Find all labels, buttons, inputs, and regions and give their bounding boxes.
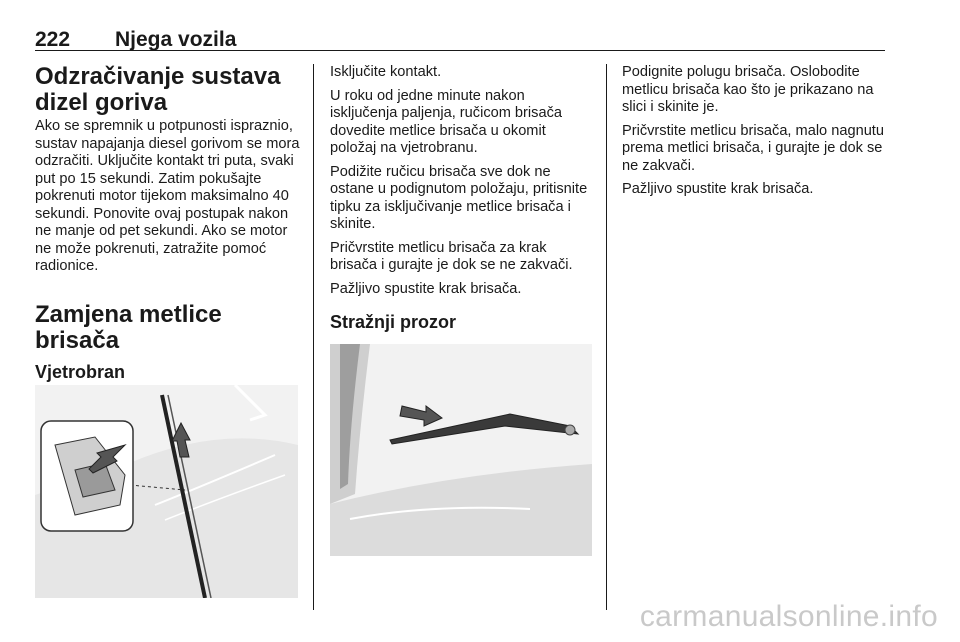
paragraph: Podignite polugu brisača. Oslobodite metlicu brisača kao što je prikazano na slici i skinite je. [622,64,874,115]
page-number: 222 [35,28,71,51]
windscreen-wiper-illustration [35,385,298,598]
paragraph: Pričvrstite metlicu brisača za krak brisača i gurajte je dok se ne zakvači. [330,239,573,273]
column-2 [330,64,592,343]
heading-diesel-bleeding: Odzračivanje sustava dizel goriva [35,63,281,116]
page-header [35,28,885,51]
rear-wiper-drawing [330,344,592,556]
paragraph: Pažljivo spustite krak brisača. [622,181,814,197]
windscreen-wiper-drawing [35,385,298,598]
column-3 [622,64,887,205]
subheading-rear-window: Stražnji prozor [330,312,457,332]
heading-wiper-replacement: Zamjena metlice brisača [35,300,222,354]
subheading-windscreen: Vjetrobran [35,361,126,382]
column-divider [606,64,607,610]
column-1 [35,64,300,383]
paragraph-diesel-bleeding: Ako se spremnik u potpunosti ispraznio, sustav napajanja diesel gorivom se mora odzračiti. Uključite kontakt tri puta, svaki put po 15 sekundi. Zatim pokušajte pokrenuti motor tijekom maksimalno 40 sekundi. Ponovite ovaj postupak nakon ne manje od pet sekundi. Ako se motor ne može pokrenuti, zatražite pomoć radionice. [35,118,300,274]
paragraph: Pažljivo spustite krak brisača. [330,280,522,297]
paragraph: Pričvrstite metlicu brisača, malo nagnutu prema metlici brisača, i gurajte je dok se ne zakvači. [622,122,884,174]
column-divider [313,64,314,610]
paragraph: Podižite ručicu brisača sve dok ne ostane u podignutom položaju, pritisnite tipku za isključivanje metlice brisača i skinite. [330,163,588,232]
paragraph: U roku od jedne minute nakon isključenja paljenja, ručicom brisača dovedite metlice brisača u okomit položaj na vjetrobranu. [330,87,562,156]
watermark: carmanualsonline.info [639,600,938,633]
rear-wiper-illustration [330,344,592,556]
section-title: Njega vozila [115,28,237,51]
paragraph: Isključite kontakt. [330,64,442,80]
